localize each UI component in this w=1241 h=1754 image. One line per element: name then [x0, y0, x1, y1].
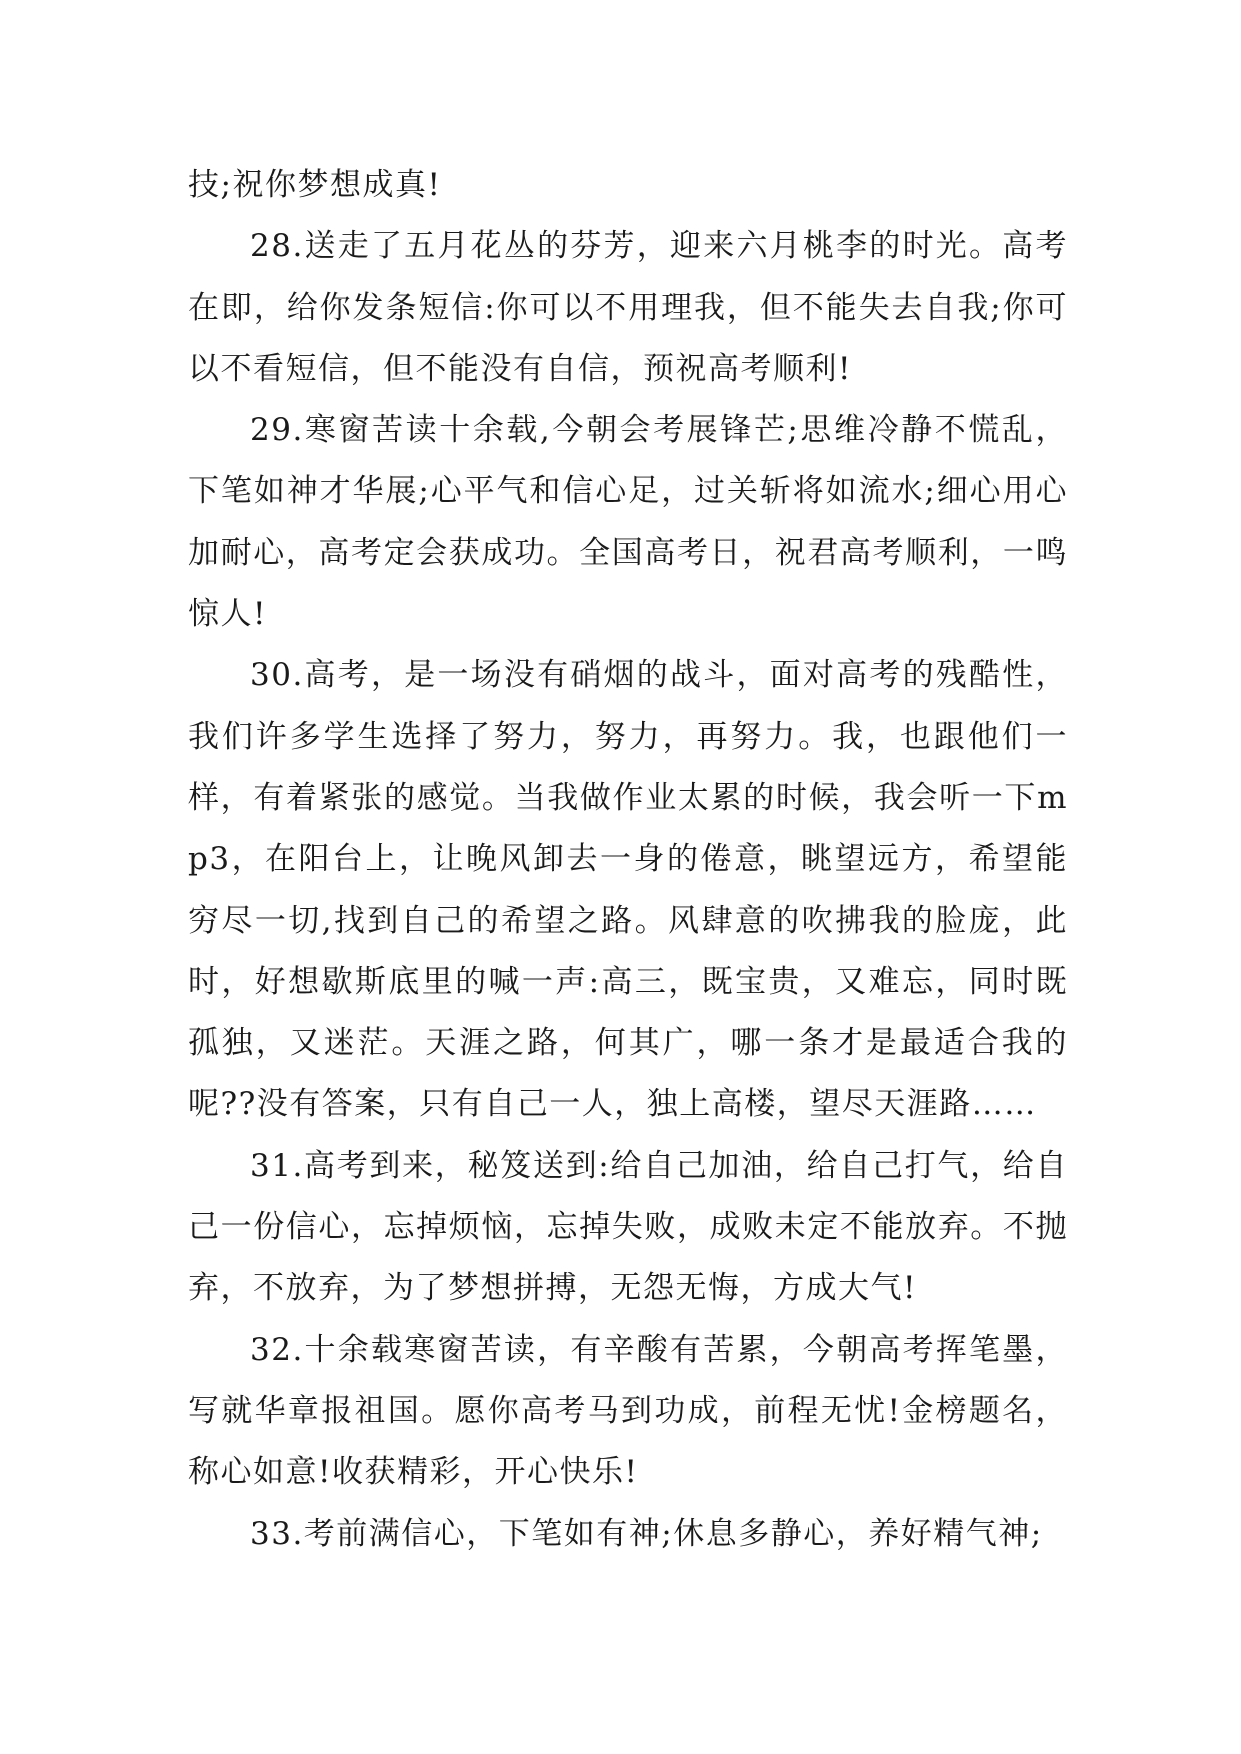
document-body [188, 155, 1068, 1565]
paragraph-28: 28.送走了五月花丛的芬芳，迎来六月桃李的时光。高考在即，给你发条短信:你可以不用理我，但不能失去自我;你可以不看短信，但不能没有自信，预祝高考顺利! [188, 228, 1068, 387]
paragraph-32: 32.十余载寒窗苦读，有辛酸有苦累，今朝高考挥笔墨，写就华章报祖国。愿你高考马到功成，前程无忧!金榜题名，称心如意!收获精彩，开心快乐! [188, 1331, 1068, 1491]
paragraph-30: 30.高考，是一场没有硝烟的战斗，面对高考的残酷性，我们许多学生选择了努力，努力，再努力。我，也跟他们一样，有着紧张的感觉。当我做作业太累的时候，我会听一下mp3，在阳台上，让晚风卸去一身的倦意，眺望远方，希望能穷尽一切,找到自己的希望之路。风肆意的吹拂我的脸庞，此时，好想歇斯底里的喊一声:高三，既宝贵，又难忘，同时既孤独，又迷茫。天涯之路，何其广，哪一条才是最适合我的呢??没有答案，只有自己一人，独上高楼，望尽天涯路…… [188, 657, 1068, 1123]
paragraph-continuation: 技;祝你梦想成真! [188, 167, 442, 203]
paragraph-31: 31.高考到来，秘笈送到:给自己加油，给自己打气，给自己一份信心，忘掉烦恼，忘掉失败，成败未定不能放弃。不抛弃，不放弃，为了梦想拼搏，无怨无悔，方成大气! [188, 1147, 1068, 1307]
paragraph-29: 29.寒窗苦读十余载,今朝会考展锋芒;思维冷静不慌乱，下笔如神才华展;心平气和信心足，过关斩将如流水;细心用心加耐心，高考定会获成功。全国高考日，祝君高考顺利，一鸣惊人! [188, 412, 1068, 633]
paragraph-33: 33.考前满信心，下笔如有神;休息多静心，养好精气神; [250, 1515, 1043, 1552]
